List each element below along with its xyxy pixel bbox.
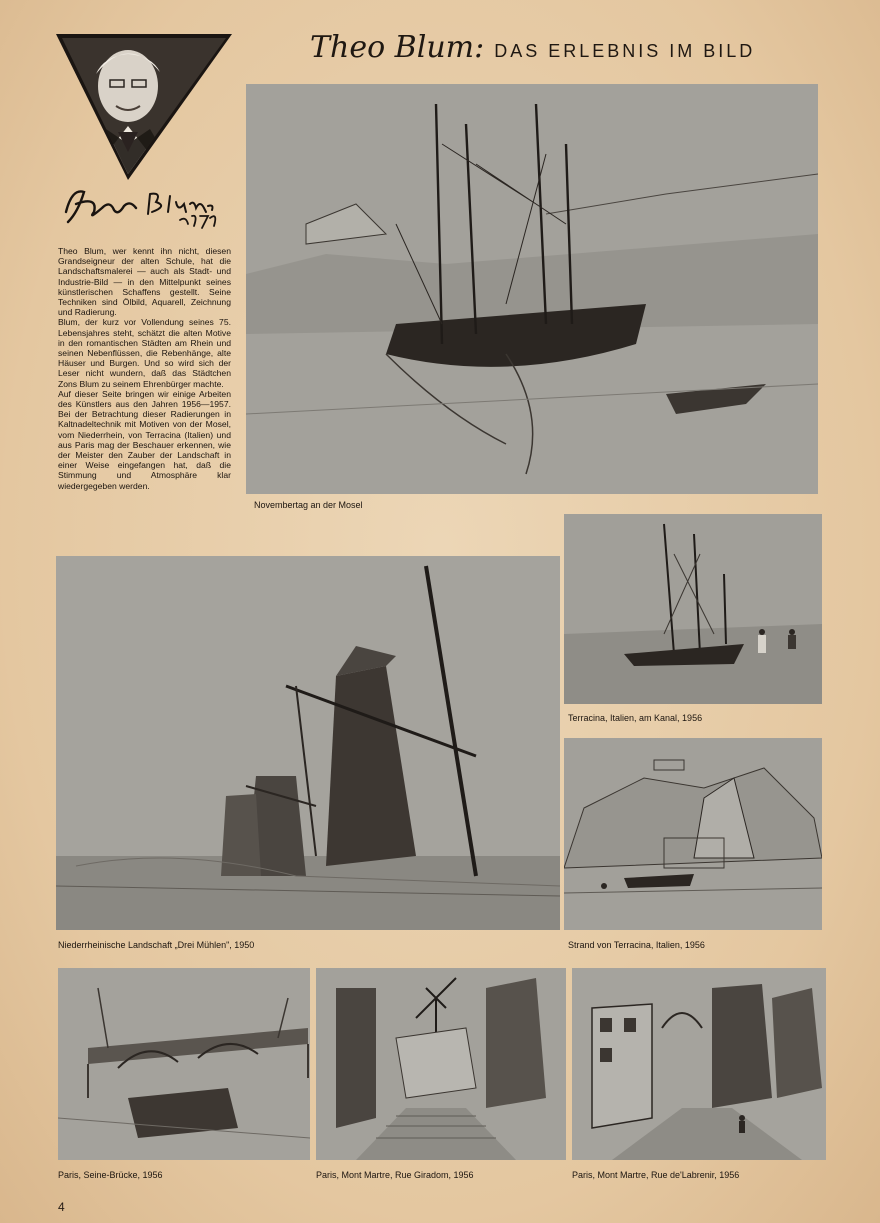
intro-paragraph: Theo Blum, wer kennt ihn nicht, diesen Grandseigneur der alten Schule, hat die Landschaftsmalerei — auch als Stadt- und Industrie-Bild — in den Mittelpunkt seines künstlerischen Schaffens gestellt. Seine Techniken sind Ölbild, Aquarell, Zeichnung und Radierung. xyxy=(58,246,231,318)
figure-caption: Paris, Mont Martre, Rue de'Labrenir, 1956 xyxy=(572,1170,740,1180)
figure-caption: Novembertag an der Mosel xyxy=(254,500,363,510)
page-title xyxy=(310,30,756,70)
figure-caption: Strand von Terracina, Italien, 1956 xyxy=(568,940,705,950)
harbor-boats-etching xyxy=(564,514,822,704)
figure-caption: Paris, Seine-Brücke, 1956 xyxy=(58,1170,163,1180)
bridge-etching xyxy=(58,968,310,1160)
title-subtitle: DAS ERLEBNIS IM BILD xyxy=(494,41,756,61)
figure-caption: Paris, Mont Martre, Rue Giradom, 1956 xyxy=(316,1170,474,1180)
figure-caption: Terracina, Italien, am Kanal, 1956 xyxy=(568,713,703,723)
beach-town-etching xyxy=(564,738,822,930)
figure-caption: Niederrheinische Landschaft „Drei Mühlen", 1950 xyxy=(58,940,255,950)
artist-signature xyxy=(58,182,228,230)
sailing-ships-etching xyxy=(246,84,818,494)
intro-paragraph: Auf dieser Seite bringen wir einige Arbeiten des Künstlers aus den Jahren 1956—1957. Bei der Betrachtung dieser Radierungen in Kaltnadeltechnik mit Motiven von der Mosel, vom Niederrhein, von Terracina (Italien) und aus Paris mag der Beschauer erkennen, wie der Meister den Zauber der Landschaft in einer Weise eingefangen hat, daß die Stimmung und Atmosphäre klar wiedergegeben werden. xyxy=(58,388,231,491)
windmills-etching xyxy=(56,556,560,930)
page-number: 4 xyxy=(58,1200,65,1214)
street-houses-etching xyxy=(572,968,826,1160)
title-author: Theo Blum: xyxy=(310,30,485,65)
street-windmill-etching xyxy=(316,968,566,1160)
intro-text xyxy=(58,246,231,546)
intro-paragraph: Blum, der kurz vor Vollendung seines 75. Lebensjahres steht, schätzt die alten Motive in den romantischen Städten am Rhein und seinen Nebenflüssen, die Rebenhänge, alte Häuser und Burgen. Und so wird sich der Leser nicht wundern, daß das Städtchen Zons Blum zu seinem Ehrenbürger machte. xyxy=(58,317,231,389)
author-portrait xyxy=(56,34,232,180)
